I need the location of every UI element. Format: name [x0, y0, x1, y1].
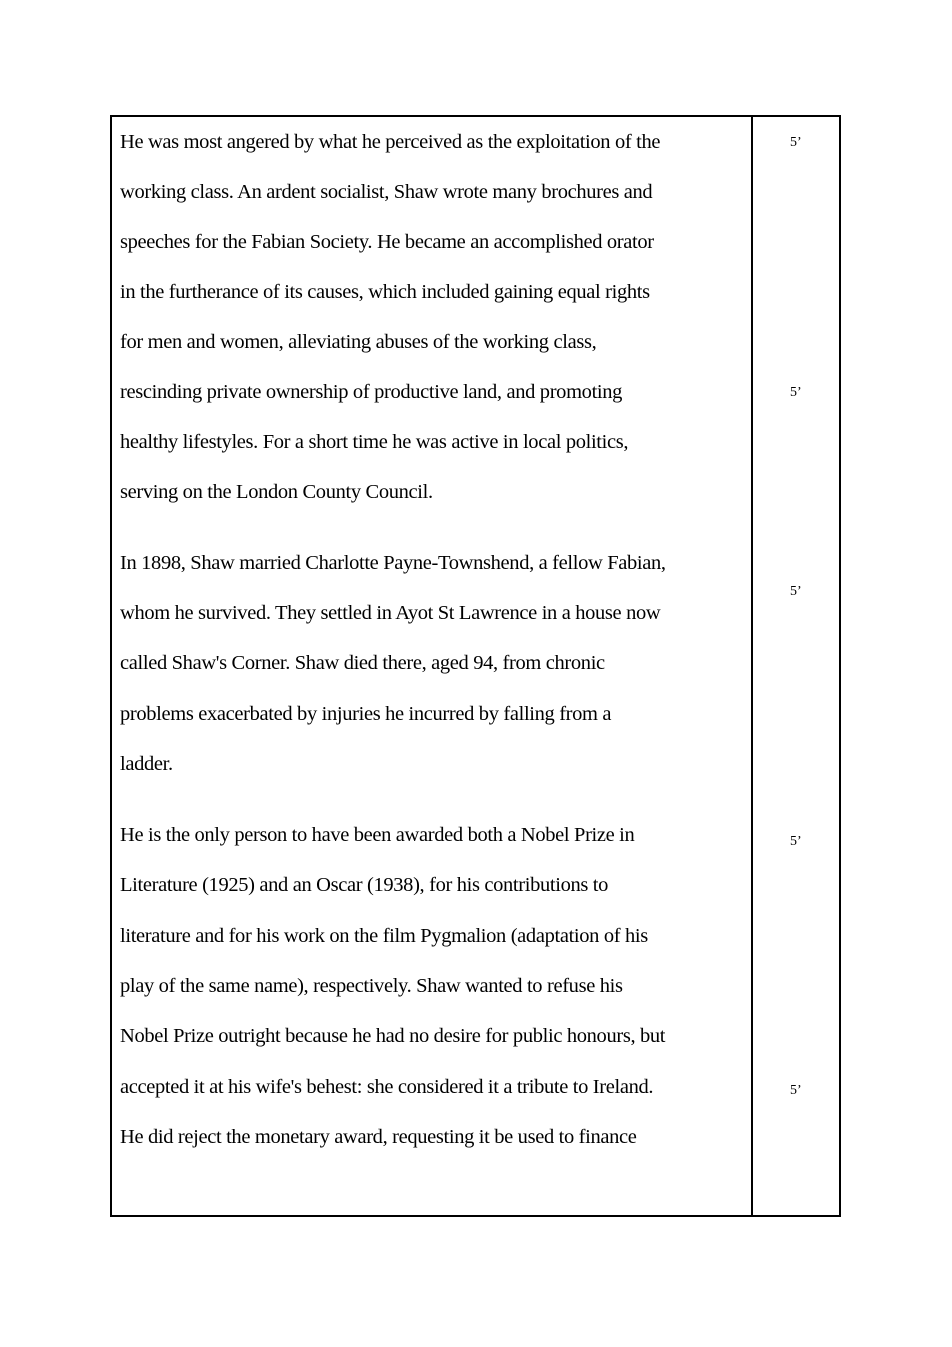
- text-line: serving on the London County Council.: [120, 481, 433, 503]
- text-line: speeches for the Fabian Society. He became an accomplished orator: [120, 231, 654, 253]
- text-line: in the furtherance of its causes, which included gaining equal rights: [120, 281, 650, 303]
- text-line: working class. An ardent socialist, Shaw wrote many brochures and: [120, 181, 653, 203]
- text-line: He is the only person to have been awarded both a Nobel Prize in: [120, 824, 635, 846]
- text-line: play of the same name), respectively. Shaw wanted to refuse his: [120, 975, 623, 997]
- text-line: called Shaw's Corner. Shaw died there, aged 94, from chronic: [120, 652, 605, 674]
- text-line: for men and women, alleviating abuses of the working class,: [120, 331, 597, 353]
- text-line: He was most angered by what he perceived as the exploitation of the: [120, 131, 661, 153]
- text-line: accepted it at his wife's behest: she considered it a tribute to Ireland.: [120, 1076, 654, 1098]
- text-line: ladder.: [120, 753, 173, 775]
- text-line: literature and for his work on the film Pygmalion (adaptation of his: [120, 925, 648, 947]
- line-marker: 5’: [790, 834, 802, 849]
- line-marker: 5’: [790, 1083, 802, 1098]
- text-line: Nobel Prize outright because he had no desire for public honours, but: [120, 1025, 666, 1047]
- column-divider: [751, 115, 753, 1217]
- line-marker: 5’: [790, 135, 802, 150]
- line-marker: 5’: [790, 584, 802, 599]
- text-line: He did reject the monetary award, requesting it be used to finance: [120, 1126, 637, 1148]
- text-line: rescinding private ownership of productive land, and promoting: [120, 381, 623, 403]
- text-line: healthy lifestyles. For a short time he was active in local politics,: [120, 431, 629, 453]
- text-line: problems exacerbated by injuries he incurred by falling from a: [120, 703, 612, 725]
- text-line: whom he survived. They settled in Ayot St Lawrence in a house now: [120, 602, 661, 624]
- line-marker: 5’: [790, 385, 802, 400]
- text-line: Literature (1925) and an Oscar (1938), for his contributions to: [120, 874, 609, 896]
- text-line: In 1898, Shaw married Charlotte Payne-Townshend, a fellow Fabian,: [120, 552, 666, 574]
